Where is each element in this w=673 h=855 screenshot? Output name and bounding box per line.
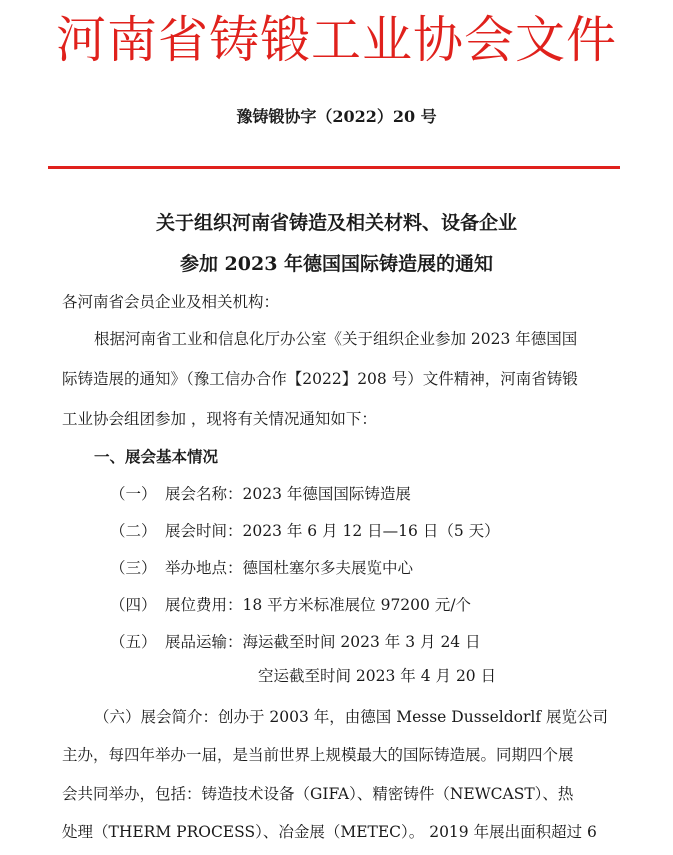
intro-paragraph-line: 工业协会组团参加 ，现将有关情况通知如下： — [62, 410, 377, 428]
item-index: （二） — [110, 522, 157, 540]
item-index: （四） — [110, 596, 157, 614]
notice-title-line-2: 参加 2023 年德国国际铸造展的通知 — [179, 253, 494, 275]
item-text: 展会时间：2023 年 6 月 12 日—16 日（5 天） — [165, 522, 500, 540]
intro-paragraph-line: 根据河南省工业和信息化厅办公室《关于组织企业参加 2023 年德国国 — [94, 330, 578, 348]
item-index: （三） — [110, 559, 157, 577]
document-number: 豫铸锻协字（2022）20 号 — [236, 107, 437, 126]
exhibition-intro-line: 会共同举办，包括：铸造技术设备（GIFA）、精密铸件（NEWCAST）、热 — [62, 785, 574, 803]
item-index: （五） — [110, 633, 157, 651]
exhibition-intro-line: 处理（THERM PROCESS）、冶金展（METEC）。 2019 年展出面积超过 6 — [62, 823, 597, 841]
intro-paragraph-line: 际铸造展的通知》（豫工信办合作【2022】208 号）文件精神，河南省铸锻 — [62, 370, 578, 388]
item-index: （一） — [110, 485, 157, 503]
air-freight-deadline: 空运截至时间 2023 年 4 月 20 日 — [258, 667, 497, 685]
salutation: 各河南省会员企业及相关机构： — [62, 293, 280, 311]
item-text: 举办地点：德国杜塞尔多夫展览中心 — [165, 559, 414, 577]
exhibition-intro-line: （六）展会简介：创办于 2003 年，由德国 Messe Dusseldorlf 展览公司 — [94, 708, 609, 726]
item-text: 展位费用：18 平方米标准展位 97200 元/个 — [165, 596, 472, 614]
item-text: 展会名称：2023 年德国国际铸造展 — [165, 485, 411, 503]
section-heading: 一、展会基本情况 — [94, 447, 219, 466]
item-text: 展品运输：海运截至时间 2023 年 3 月 24 日 — [165, 633, 481, 651]
exhibition-intro-line: 主办，每四年举办一届，是当前世界上规模最大的国际铸造展。同期四个展 — [62, 746, 574, 764]
red-divider-rule — [48, 166, 620, 169]
notice-title-line-1: 关于组织河南省铸造及相关材料、设备企业 — [155, 212, 517, 234]
org-title: 河南省铸锻工业协会文件 — [56, 11, 617, 69]
